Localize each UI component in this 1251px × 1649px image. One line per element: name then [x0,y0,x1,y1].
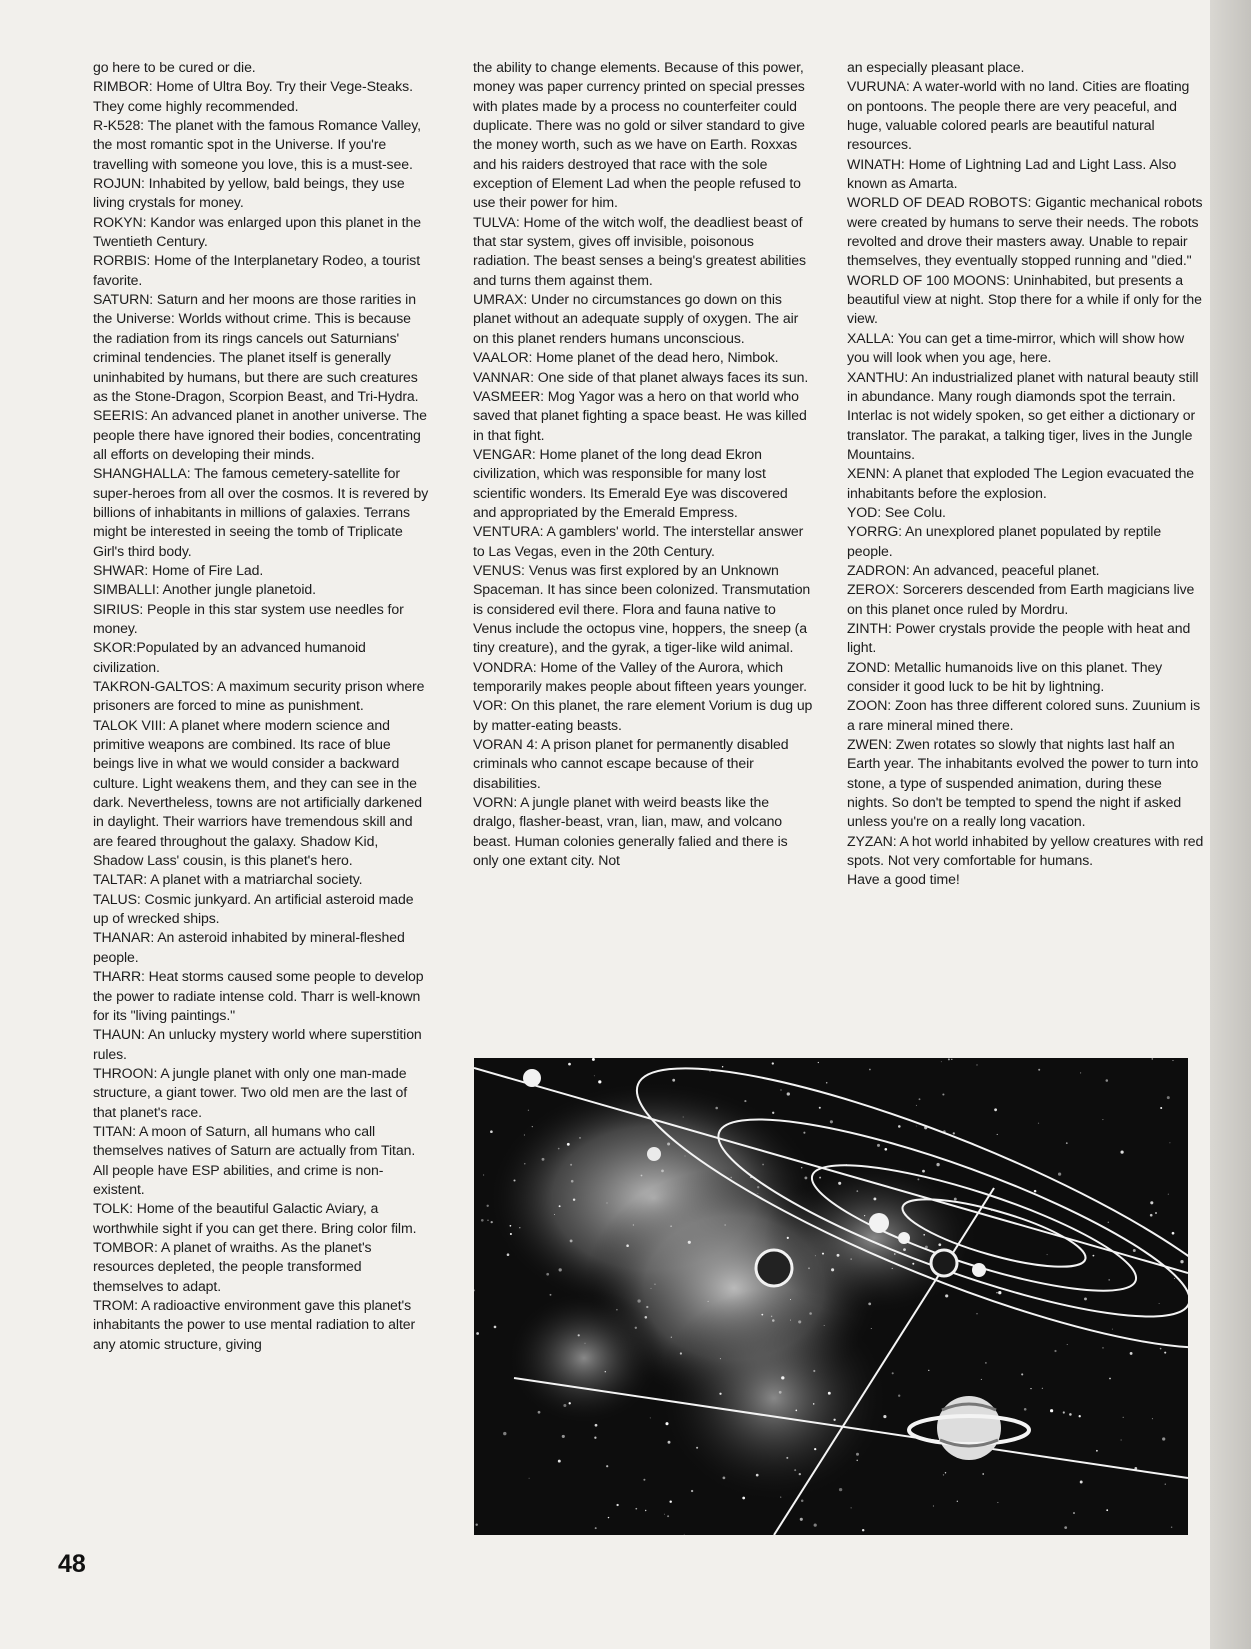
glossary-entry: go here to be cured or die. [93,59,256,75]
glossary-entry: TAKRON-GALTOS: A maximum security prison where prisoners are forced to mine as punishment. [93,678,425,714]
glossary-entry: TULVA: Home of the witch wolf, the deadliest beast of that star system, gives off invisible, poisonous radiation. The beast senses a being's greatest abilities and turns them against them. [473,213,806,288]
glossary-entry: ZADRON: An advanced, peaceful planet. [847,561,1100,578]
glossary-entry: VENGAR: Home planet of the long dead Ekron civilization, which was responsible for many lost scientific wonders. Its Emerald Eye was discovered and appropriated by the Emerald Empress. [473,445,788,520]
solar-system-illustration [474,1058,1188,1535]
glossary-entry: ROKYN: Kandor was enlarged upon this planet in the Twentieth Century. [93,213,421,250]
glossary-entry: WINATH: Home of Lightning Lad and Light Lass. Also known as Amarta. [847,155,1177,192]
glossary-entry: ZOND: Metallic humanoids live on this planet. They consider it good luck to be hit by lightning. [847,658,1163,694]
text-column-3 [847,58,1205,890]
glossary-entry: THAUN: An unlucky mystery world where superstition rules. [93,1026,422,1062]
glossary-entry: the ability to change elements. Because of this power, money was paper currency printed on special presses with plates made by a process no counterfeiter could duplicate. There was no gold or silver standard to give the money worth, such as we have on Earth. Roxxas and his raiders destroyed that race with the sole exception of Element Lad when the people refused to use their power for him. [473,59,805,211]
glossary-entry: THROON: A jungle planet with only one man-made structure, a giant tower. Two old men are the last of that planet's race. [93,1064,408,1120]
binding-gutter [1210,0,1251,1649]
glossary-entry: ZWEN: Zwen rotates so slowly that nights last half an Earth year. The inhabitants evolved the power to turn into stone, a type of suspended animation, during these nights. So don't be tempted to spend the night if asked unless you're on a really long vacation. [847,736,1199,830]
glossary-entry: ZYZAN: A hot world inhabited by yellow creatures with red spots. Not very comfortable for humans. [847,832,1204,869]
glossary-entry: RIMBOR: Home of Ultra Boy. Try their Vege-Steaks. They come highly recommended. [93,78,413,114]
glossary-entry: SATURN: Saturn and her moons are those rarities in the Universe: Worlds without crime. This is because the radiation from its rings cancels out Saturnians' criminal tendencies. The planet itself is generally uninhabited by humans, but there are such creatures as the Stone-Dragon, Scorpion Beast, and Tri-Hydra. [93,291,419,404]
glossary-entry: ZINTH: Power crystals provide the people with heat and light. [847,619,1191,656]
glossary-entry: YOD: See Colu. [847,503,946,520]
glossary-entry: SKOR:Populated by an advanced humanoid civilization. [93,639,366,675]
text-column-1 [93,58,430,1354]
glossary-entry: TALUS: Cosmic junkyard. An artificial asteroid made up of wrecked ships. [93,890,414,927]
glossary-entry: THARR: Heat storms caused some people to develop the power to radiate intense cold. Tharr is well-known for its "living paintings." [93,968,424,1023]
glossary-entry: THANAR: An asteroid inhabited by mineral-fleshed people. [93,929,405,965]
glossary-entry: SIMBALLI: Another jungle planetoid. [93,581,316,598]
glossary-entry: VANNAR: One side of that planet always faces its sun. [473,368,809,385]
glossary-entry: YORRG: An unexplored planet populated by reptile people. [847,523,1162,559]
glossary-entry: VORN: A jungle planet with weird beasts like the dralgo, flasher-beast, vran, lian, maw, and volcano beast. Human colonies generally falied and there is only one extant city. Not [473,794,788,869]
glossary-entry: an especially pleasant place. [847,59,1025,75]
glossary-entry: Have a good time! [847,871,960,888]
glossary-entry: ROJUN: Inhabited by yellow, bald beings, they use living crystals for money. [93,175,405,211]
glossary-entry: SHANGHALLA: The famous cemetery-satellite for super-heroes from all over the cosmos. It is revered by billions of inhabitants in millions of galaxies. Terrans might be interested in seeing the tomb of Triplicate Girl's third body. [93,465,429,559]
glossary-entry: VONDRA: Home of the Valley of the Aurora, which temporarily makes people about fifteen years younger. [473,658,807,694]
glossary-entry: R-K528: The planet with the famous Romance Valley, the most romantic spot in the Universe. If you're travelling with someone you love, this is a must-see. [93,117,421,172]
glossary-entry: VENUS: Venus was first explored by an Unknown Spaceman. It has since been colonized. Transmutation is considered evil there. Flora and fauna native to Venus include the octopus vine, hoppers, the sneep (a tiny creature), and the gyrak, a tiger-like wild animal. [473,561,811,656]
glossary-entry: XENN: A planet that exploded The Legion evacuated the inhabitants before the explosion. [847,465,1195,501]
glossary-entry: VOR: On this planet, the rare element Vorium is dug up by matter-eating beasts. [473,697,813,733]
page-number: 48 [58,1550,86,1578]
glossary-entry: XALLA: You can get a time-mirror, which will show how you will look when you age, here. [847,329,1185,366]
text-column-2 [473,58,813,870]
glossary-entry: TOMBOR: A planet of wraiths. As the planet's resources depleted, the people transformed themselves to adapt. [93,1238,372,1294]
glossary-entry: SEERIS: An advanced planet in another universe. The people there have ignored their bodies, concentrating all efforts on developing their minds. [93,407,427,462]
glossary-entry: TOLK: Home of the beautiful Galactic Aviary, a worthwhile sight if you can get there. Bring color film. [93,1200,417,1236]
glossary-entry: WORLD OF 100 MOONS: Uninhabited, but presents a beautiful view at night. Stop there for a while if only for the view. [847,271,1202,327]
glossary-entry: WORLD OF DEAD ROBOTS: Gigantic mechanical robots were created by humans to serve their needs. The robots revolted and drove their masters away. Unable to repair themselves, they eventually stopped running and "died." [847,194,1203,269]
glossary-entry: SHWAR: Home of Fire Lad. [93,561,264,578]
glossary-entry: TALOK VIII: A planet where modern science and primitive weapons are combined. Its race of blue beings live in what we would consider a backward culture. Light weakens them, and they can see in the dark. Nevertheless, towns are not artificially darkened in daylight. Their warriors have tremendous skill and are feared throughout the galaxy. Shadow Kid, Shadow Lass' cousin, is this planet's hero. [93,716,422,869]
glossary-entry: TROM: A radioactive environment gave this planet's inhabitants the power to use mental radiation to alter any atomic structure, giving [93,1297,416,1352]
glossary-entry: VASMEER: Mog Yagor was a hero on that world who saved that planet fighting a space beast. He was killed in that fight. [473,387,807,443]
glossary-entry: ZOON: Zoon has three different colored suns. Zuunium is a rare mineral mined there. [847,697,1201,733]
glossary-entry: TITAN: A moon of Saturn, all humans who call themselves natives of Saturn are actually from Titan. All people have ESP abilities, and crime is non-existent. [93,1122,416,1197]
glossary-entry: SIRIUS: People in this star system use needles for money. [93,600,404,636]
glossary-entry: VAALOR: Home planet of the dead hero, Nimbok. [473,349,779,366]
glossary-entry: VENTURA: A gamblers' world. The interstellar answer to Las Vegas, even in the 20th Century. [473,523,804,559]
glossary-entry: VORAN 4: A prison planet for permanently disabled criminals who cannot escape because of their disabilities. [473,736,789,791]
glossary-entry: TALTAR: A planet with a matriarchal society. [93,871,363,888]
glossary-entry: VURUNA: A water-world with no land. Cities are floating on pontoons. The people there are very peaceful, and huge, valuable colored pearls are beautiful natural resources. [847,78,1190,153]
glossary-entry: UMRAX: Under no circumstances go down on this planet without an adequate supply of oxygen. The air on this planet renders humans unconscious. [473,291,799,346]
glossary-entry: ZEROX: Sorcerers descended from Earth magicians live on this planet once ruled by Mordru. [847,581,1195,617]
glossary-entry: RORBIS: Home of the Interplanetary Rodeo, a tourist favorite. [93,252,421,288]
glossary-entry: XANTHU: An industrialized planet with natural beauty still in abundance. Many rough diamonds spot the terrain. Interlac is not widely spoken, so get either a dictionary or translator. The parakat, a talking tiger, lives in the Jungle Mountains. [847,368,1199,462]
